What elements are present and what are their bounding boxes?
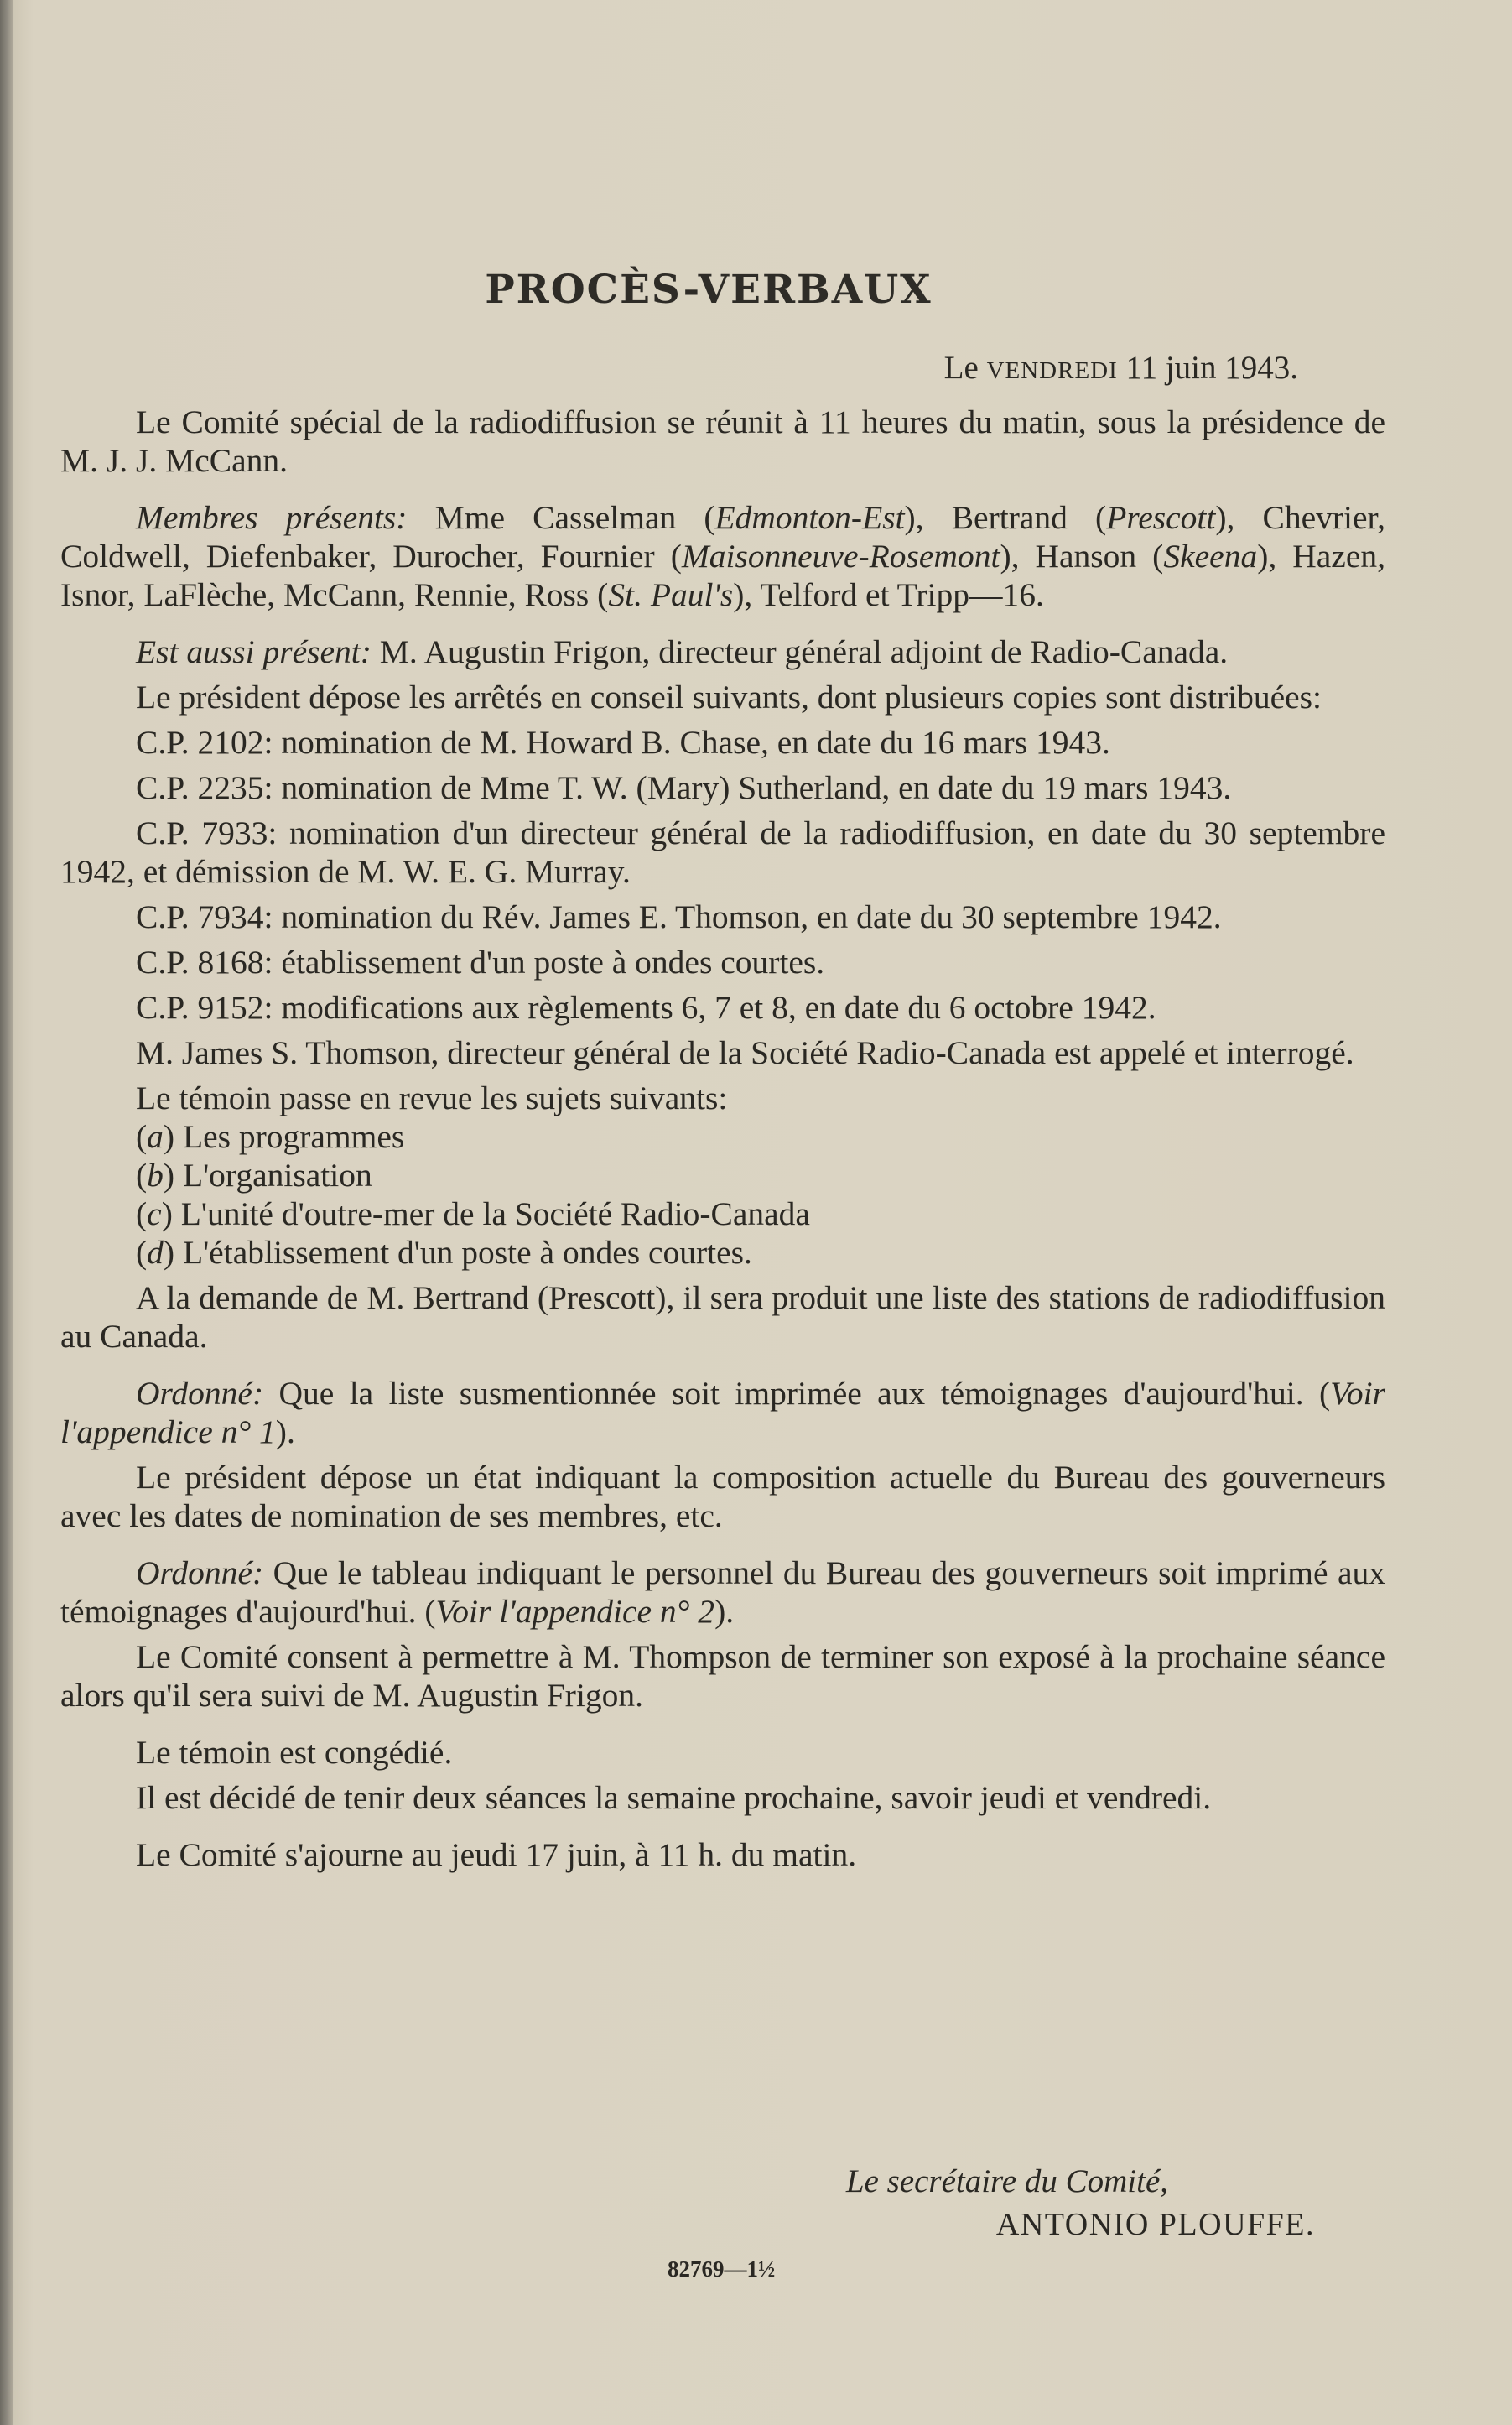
subject-item: (c) L'unité d'outre-mer de la Société Radio-Canada [136,1195,810,1232]
bertrand-request-paragraph: A la demande de M. Bertrand (Prescott), il sera produit une liste des stations de radiodiffusion au Canada. [60,1279,1385,1355]
orders-intro-paragraph: Le président dépose les arrêtés en conseil suivants, dont plusieurs copies sont distribuées: [136,679,1322,716]
signature-role: Le secrétaire du Comité, [845,2163,1168,2199]
order-in-council-item: C.P. 2102: nomination de M. Howard B. Chase, en date du 16 mars 1943. [136,724,1110,761]
order-in-council-item: C.P. 7933: nomination d'un directeur général de la radiodiffusion, en date du 30 septembre 1942, et démission de M. W. E. G. Murray. [60,814,1385,890]
also-present-paragraph: Est aussi présent: M. Augustin Frigon, directeur général adjoint de Radio-Canada. [136,633,1229,670]
minutes-body [60,403,1385,1874]
adjournment-paragraph: Le Comité s'ajourne au jeudi 17 juin, à 11 h. du matin. [136,1836,857,1873]
bureau-paragraph: Le président dépose un état indiquant la composition actuelle du Bureau des gouverneurs avec les dates de nomination de ses membres, etc. [60,1459,1385,1534]
ordered-paragraph-1: Ordonné: Que la liste susmentionnée soit imprimée aux témoignages d'aujourd'hui. (Voir l'appendice n° 1). [60,1375,1385,1450]
ordered-paragraph-2: Ordonné: Que le tableau indiquant le personnel du Bureau des gouverneurs soit imprimé aux témoignages d'aujourd'hui. (Voir l'appendice n° 2). [60,1554,1385,1630]
thompson-paragraph: Le Comité consent à permettre à M. Thompson de terminer son exposé à la prochaine séance alors qu'il sera suivi de M. Augustin Frigon. [60,1638,1385,1714]
witness-dismissed-paragraph: Le témoin est congédié. [136,1734,453,1771]
meeting-date: Le VENDREDI 11 juin 1943. [943,350,1298,386]
book-spine-edge [0,0,13,2425]
order-in-council-item: C.P. 9152: modifications aux règlements 6, 7 et 8, en date du 6 octobre 1942. [136,989,1156,1026]
members-present-label: Membres présents: [136,499,408,536]
appendix-reference: Voir l'appendice n° 1 [60,1375,1385,1450]
ordered-label: Ordonné: [136,1554,264,1591]
weekday: VENDREDI [986,357,1118,384]
witness-called-paragraph: M. James S. Thomson, directeur général de la Société Radio-Canada est appelé et interrogé. [136,1034,1354,1071]
also-present-label: Est aussi présent: [136,633,372,670]
appendix-reference: Voir l'appendice n° 2 [435,1593,715,1630]
order-in-council-item: C.P. 2235: nomination de Mme T. W. (Mary) Sutherland, en date du 19 mars 1943. [136,769,1232,806]
order-in-council-item: C.P. 7934: nomination du Rév. James E. Thomson, en date du 30 septembre 1942. [136,898,1222,935]
opening-paragraph: Le Comité spécial de la radiodiffusion se réunit à 11 heures du matin, sous la présidence de M. J. J. McCann. [60,403,1385,479]
sessions-paragraph: Il est décidé de tenir deux séances la semaine prochaine, savoir jeudi et vendredi. [136,1779,1212,1816]
subject-item: (b) L'organisation [136,1157,372,1194]
subject-item: (d) L'établissement d'un poste à ondes courtes. [136,1234,752,1271]
members-present-paragraph: Membres présents: Mme Casselman (Edmonton-Est), Bertrand (Prescott), Chevrier, Coldwell, Diefenbaker, Durocher, Fournier (Maisonneuve-Rosemont), Hanson (Skeena), Hazen, Isnor, LaFlèche, McCann, Rennie, Ross (St. Paul's), Telford et Tripp—16. [60,499,1386,613]
order-in-council-item: C.P. 8168: établissement d'un poste à ondes courtes. [136,944,825,981]
ordered-label: Ordonné: [136,1375,264,1412]
subject-item: (a) Les programmes [136,1118,405,1155]
subjects-intro-paragraph: Le témoin passe en revue les sujets suivants: [136,1080,728,1116]
signature-name: ANTONIO PLOUFFE. [995,2207,1315,2242]
page-title: PROCÈS-VERBAUX [485,267,933,313]
print-reference-number: 82769—1½ [668,2256,776,2282]
